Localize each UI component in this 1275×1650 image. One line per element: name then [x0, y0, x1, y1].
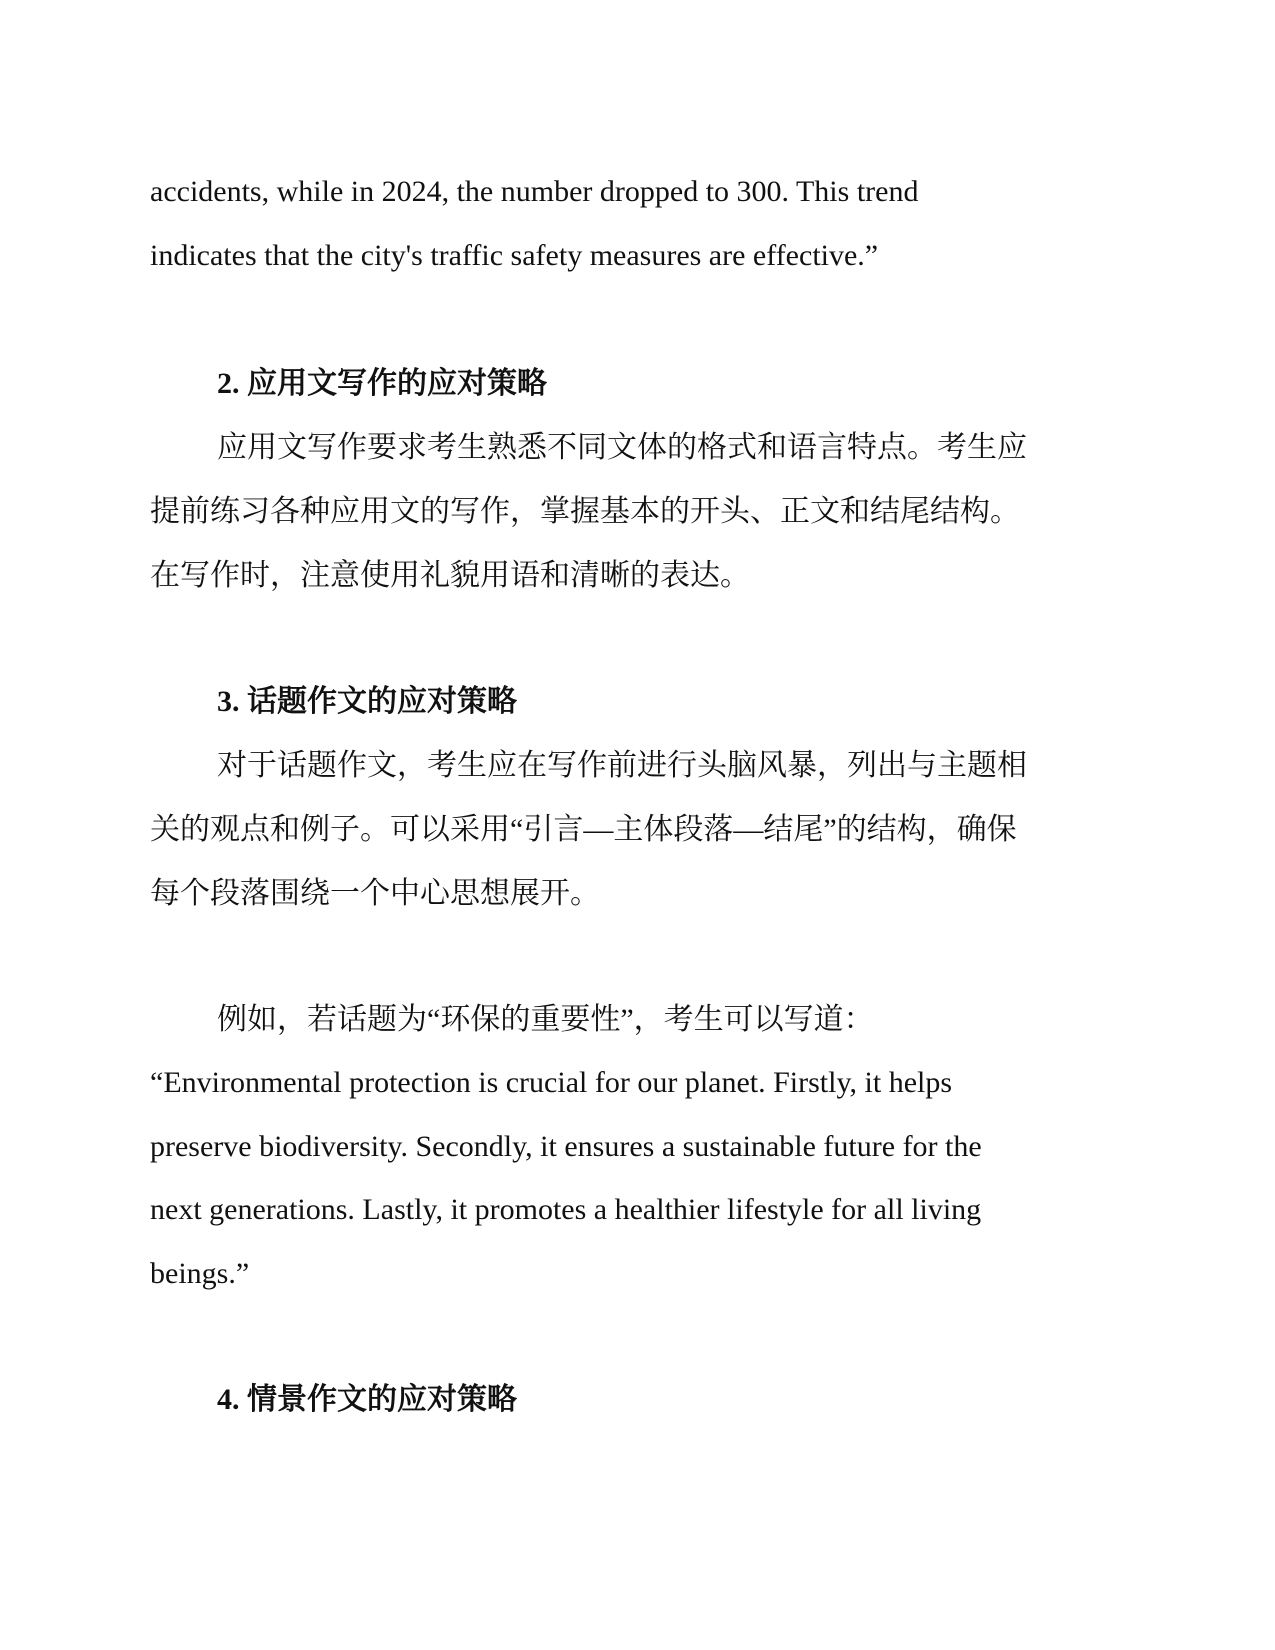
section-3-paragraph-line-1: 对于话题作文，考生应在写作前进行头脑风暴，列出与主题相	[217, 749, 1027, 782]
section-2-paragraph-line-1: 应用文写作要求考生熟悉不同文体的格式和语言特点。考生应	[217, 431, 1027, 464]
section-3-example-line-4: next generations. Lastly, it promotes a healthier lifestyle for all living	[150, 1193, 982, 1226]
section-3-paragraph-line-3: 每个段落围绕一个中心思想展开。	[150, 877, 600, 910]
section-heading-4: 4. 情景作文的应对策略	[217, 1383, 517, 1416]
section-3-example-line-2: “Environmental protection is crucial for our planet. Firstly, it helps	[150, 1066, 953, 1099]
section-2-paragraph-line-3: 在写作时，注意使用礼貌用语和清晰的表达。	[150, 559, 750, 592]
section-2-paragraph-line-2: 提前练习各种应用文的写作，掌握基本的开头、正文和结尾结构。	[150, 495, 1020, 528]
intro-line-1: accidents, while in 2024, the number dropped to 300. This trend	[150, 175, 919, 208]
section-3-example-line-1: 例如，若话题为“环保的重要性”，考生可以写道：	[217, 1003, 874, 1036]
section-3-example-line-5: beings.”	[150, 1257, 250, 1290]
intro-line-2: indicates that the city's traffic safety measures are effective.”	[150, 239, 879, 272]
section-3-paragraph-line-2: 关的观点和例子。可以采用“引言—主体段落—结尾”的结构，确保	[150, 813, 1017, 846]
document-page	[150, 0, 1130, 1650]
section-heading-2: 2. 应用文写作的应对策略	[217, 367, 547, 400]
section-heading-3: 3. 话题作文的应对策略	[217, 685, 517, 718]
section-3-example-line-3: preserve biodiversity. Secondly, it ensures a sustainable future for the	[150, 1130, 982, 1163]
